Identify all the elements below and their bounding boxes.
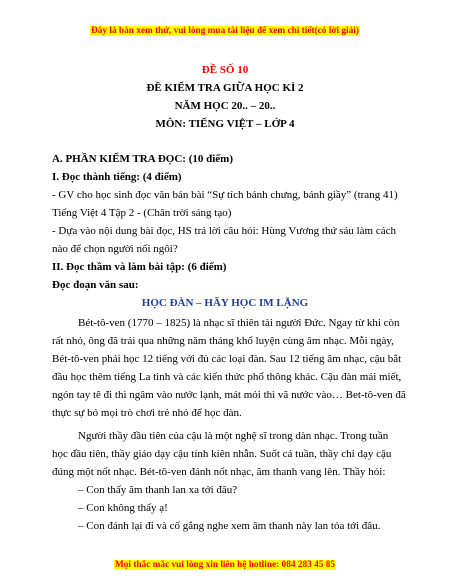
section-2-heading: II. Đọc thầm và làm bài tập: (6 điểm) (52, 261, 227, 273)
section-1-heading: I. Đọc thành tiếng: (4 điểm) (52, 171, 182, 183)
dialogue-line: – Con thấy âm thanh lan xa tới đâu? (78, 484, 238, 496)
hotline-footer: Mọi thắc mắc vui lòng xin liên hệ hotline: 084 283 45 85 (114, 560, 336, 570)
passage-line: rất nhỏ, ông đã trải qua những năm tháng khổ luyện cùng âm nhạc. Mỗi ngày, (52, 335, 394, 347)
exam-number: ĐỀ SỐ 10 (201, 64, 249, 76)
section-1-text: Tiếng Việt 4 Tập 2 - (Chân trời sáng tạo) (52, 207, 232, 219)
passage-line: Bét-tô-ven phải học 12 tiếng với đủ các loại đàn. Sau 12 tiếng âm nhạc, cậu bắt (52, 353, 402, 365)
passage-line: Bét-tô-ven (1770 – 1825) là nhạc sĩ thiên tài người Đức. Ngay từ khi còn (78, 317, 400, 329)
section-1-text: - Dựa vào nội dung bài đọc, HS trả lời câu hỏi: Hùng Vương thứ sáu làm cách (52, 225, 396, 237)
passage-title: HỌC ĐÀN – HÃY HỌC IM LẶNG (141, 297, 309, 309)
passage-line: đầu học thêm tiếng La tinh và các kiến thức phổ thông khác. Cậu đàn mải miết, (52, 371, 402, 383)
read-instruction: Đọc đoạn văn sau: (52, 279, 139, 291)
passage-line: đúng một nốt nhạc. Bét-tô-ven đánh nốt nhạc, âm thanh vang lên. Thầy hỏi: (52, 466, 386, 478)
school-year: NĂM HỌC 20.. – 20.. (174, 100, 276, 112)
section-1-text: nào để chọn người nối ngôi? (52, 243, 178, 255)
dialogue-line: – Con không thấy ạ! (78, 502, 168, 514)
subject-line: MÔN: TIẾNG VIỆT – LỚP 4 (155, 118, 295, 130)
exam-title: ĐỀ KIỂM TRA GIỮA HỌC KÌ 2 (146, 82, 304, 94)
passage-line: Người thầy đầu tiên của cậu là một nghệ sĩ trong dàn nhạc. Trong tuần (78, 430, 389, 442)
passage-line: ngón tay tê đi thì ngâm vào nước lạnh, mát mỏi thì vã nước vào… Bet-tô-ven đã (52, 389, 406, 401)
preview-notice-banner: Đây là bản xem thử, vui lòng mua tài liệu để xem chi tiết(có lời giải) (91, 26, 359, 36)
passage-line: học đầu tiên, thầy giáo dạy cậu tính kiên nhẫn. Suốt cả tuần, thầy chỉ dạy cậu (52, 448, 392, 460)
part-a-heading: A. PHẦN KIỂM TRA ĐỌC: (10 điểm) (52, 153, 233, 165)
dialogue-line: – Con đánh lại đi và cố gắng nghe xem âm thanh này lan tỏa tới đâu. (78, 520, 381, 532)
passage-line: thực sự bỏ mọi trò chơi trẻ nhỏ để học đàn. (52, 407, 242, 419)
section-1-text: - GV cho học sinh đọc văn bản bài “Sự tích bánh chưng, bánh giầy” (trang 41) (52, 189, 398, 201)
